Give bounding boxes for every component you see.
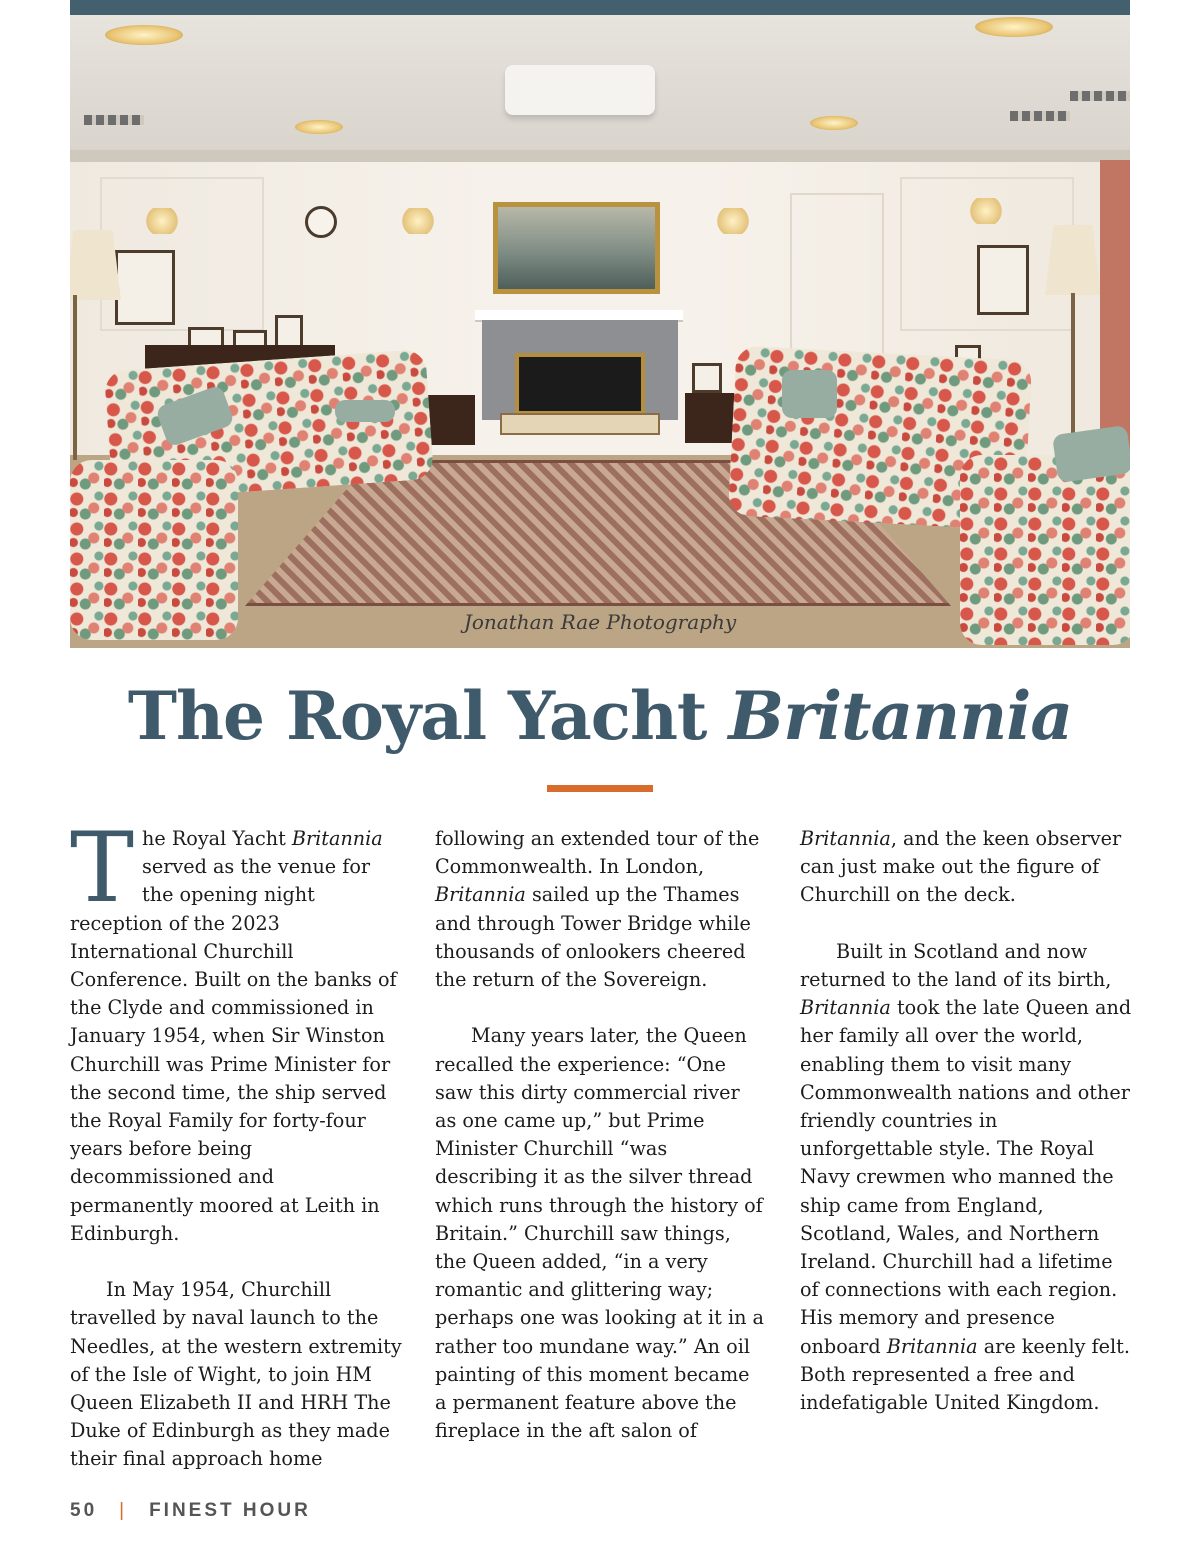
article-column-3 [800, 825, 1132, 1417]
wall-clock [305, 206, 337, 238]
text-run: took the late Queen and her family all over the world, enabling them to visit many Commonwealth nations and other friendly countries in unforgettable style. The Royal Navy crewmen who manned the ship came from England, Scotland, Wales, and Northern Ireland. Churchill had a lifetime of connections with each region. His memory and presence onboard [800, 996, 1132, 1358]
ship-name: Britannia [800, 996, 891, 1020]
title-ship-name: Britannia [728, 677, 1073, 755]
oil-painting [493, 202, 660, 294]
floor-lamp-pole [1071, 293, 1075, 453]
text-run: sailed up the Thames and through Tower Bridge while thousands of onlookers cheered the return of the Sovereign. [435, 883, 751, 992]
title-divider [547, 785, 653, 792]
ceiling-lamp [975, 17, 1053, 37]
ship-name: Britannia [291, 827, 383, 850]
firebox [515, 353, 645, 415]
page-footer [70, 1500, 311, 1522]
paragraph: In May 1954, Churchill travelled by naval launch to the Needles, at the western extremity of the Isle of Wight, to join HM Queen Elizabeth II and HRH The Duke of Edinburgh as they made their final approach home [70, 1278, 402, 1471]
text-run: served as the venue for the opening night reception of the 2023 International Churchill Conference. Built on the banks of the Clyde and commissioned in January 1954, when Sir Winston Churchill was Prime Minister for the second time, the ship served the Royal Family for forty-four years before being decommissioned and permanently moored at Leith in Edinburgh. [70, 855, 397, 1245]
ceiling-lamp [105, 25, 183, 45]
ceiling-lamp [810, 116, 858, 130]
wall-sconce [968, 198, 1004, 224]
publication-name: FINEST HOUR [149, 1500, 311, 1521]
text-run: are keenly felt. Both represented a free and indefatigable United Kingdom. [800, 1334, 1130, 1415]
ship-name: Britannia [800, 827, 891, 850]
text-run: , and the keen observer can just make out the figure of Churchill on the deck. [800, 827, 1122, 907]
paragraph: Many years later, the Queen recalled the experience: “One saw this dirty commercial river as one came up,” but Prime Minister Churchill “was describing it as the silver thread which runs through the history of Britain.” Churchill saw things, the Queen added, “in a very romantic and glittering way; perhaps one was looking at it in a rather too mundane way.” An oil painting of this moment became a permanent feature above the fireplace in the aft salon of [435, 1024, 764, 1443]
floor-lamp-shade [1045, 225, 1101, 295]
side-table [425, 395, 475, 445]
ship-name: Britannia [886, 1334, 978, 1358]
photo-frame [692, 363, 722, 393]
floor-lamp-shade [70, 230, 121, 300]
drop-cap: T [70, 812, 135, 924]
article-title [70, 677, 1130, 755]
wall-sconce [144, 208, 180, 234]
framed-picture [977, 245, 1029, 315]
ship-name: Britannia [435, 883, 526, 907]
floor-lamp-pole [73, 295, 77, 460]
cushion [782, 370, 837, 418]
article-column-2 [435, 825, 767, 1445]
air-vent [1070, 91, 1130, 101]
top-bar [70, 0, 1130, 15]
footer-separator: | [119, 1500, 128, 1521]
cushion [1052, 425, 1130, 483]
page-number: 50 [70, 1500, 98, 1521]
air-vent [1010, 111, 1070, 121]
wall-sconce [715, 208, 751, 234]
paragraph [70, 812, 402, 1248]
side-table [685, 393, 735, 443]
wall-sconce [400, 208, 436, 234]
framed-picture [115, 250, 175, 325]
fireside-bench [500, 413, 660, 435]
text-run: following an extended tour of the Commonwealth. In London, [435, 827, 760, 879]
photo-frame [275, 315, 303, 349]
cabin-door [790, 193, 884, 369]
text-run: Built in Scotland and now returned to the land of its birth, [800, 939, 1112, 991]
ceiling-air-unit [505, 65, 655, 115]
paragraph [435, 825, 767, 994]
ceiling-cornice [70, 150, 1130, 162]
curtain [1100, 160, 1130, 460]
paragraph [800, 825, 1132, 910]
text-run: he Royal Yacht [142, 827, 292, 850]
cushion [335, 400, 395, 422]
air-vent [84, 115, 144, 125]
salon-photograph [70, 15, 1130, 648]
article-column-1 [70, 812, 402, 1474]
title-main: The Royal Yacht [127, 677, 729, 755]
paragraph [800, 938, 1132, 1417]
photo-credit: Jonathan Rae Photography [463, 610, 737, 634]
ceiling-lamp [295, 120, 343, 134]
